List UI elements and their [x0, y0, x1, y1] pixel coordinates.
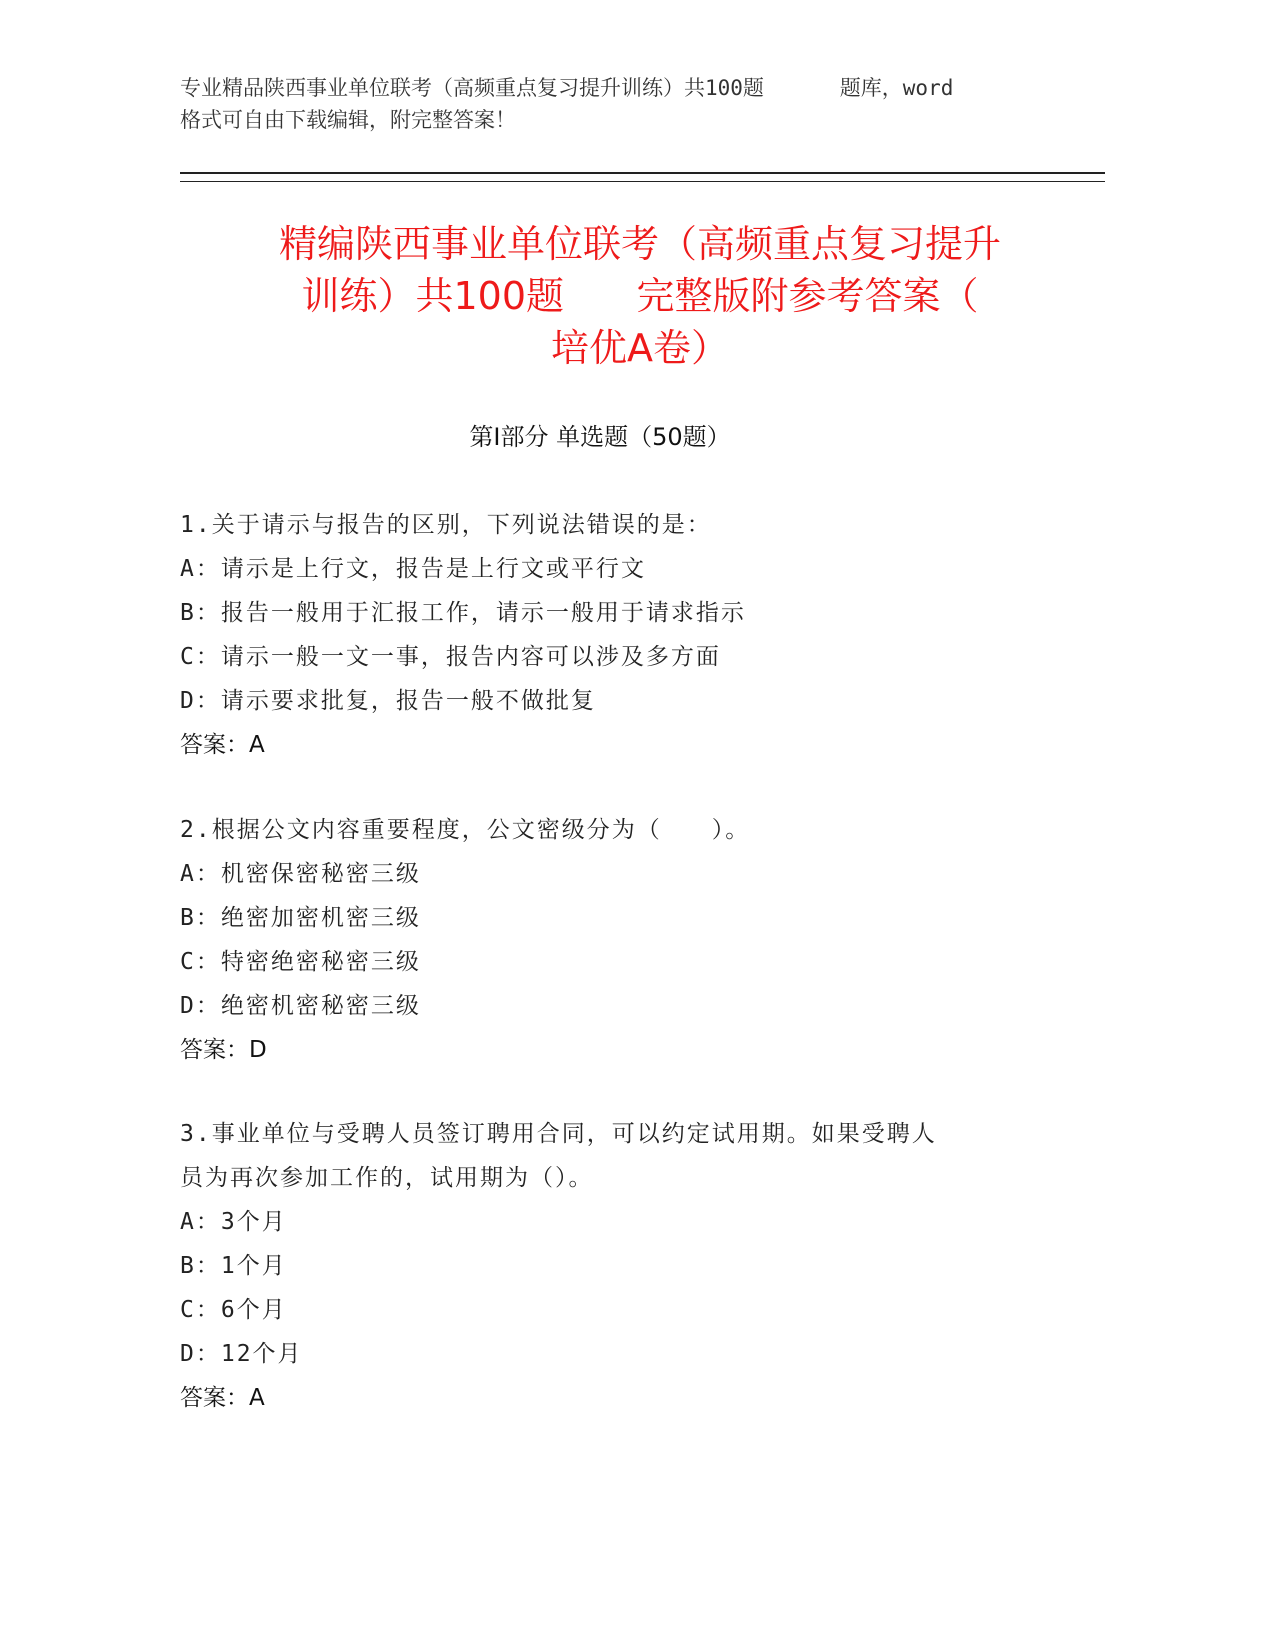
header-line-1: 专业精品陕西事业单位联考（高频重点复习提升训练）共100题 题库，word	[180, 76, 954, 100]
title-line-3: 培优A卷）	[551, 326, 729, 370]
header-divider-thin	[180, 181, 1105, 182]
question-stem-line-1: 3.事业单位与受聘人员签订聘用合同，可以约定试用期。如果受聘人	[180, 1121, 937, 1147]
option-b: B：绝密加密机密三级	[180, 905, 421, 931]
answer-line: 答案：A	[180, 1385, 265, 1411]
header-divider-thick	[180, 172, 1105, 174]
document-title	[180, 218, 1100, 374]
option-d: D：绝密机密秘密三级	[180, 993, 421, 1019]
section-heading: 第Ⅰ部分 单选题（50题）	[469, 423, 731, 451]
option-d: D：12个月	[180, 1341, 303, 1367]
question-1	[180, 503, 1080, 767]
question-stem: 2.根据公文内容重要程度，公文密级分为（ ）。	[180, 817, 751, 843]
option-a: A：请示是上行文，报告是上行文或平行文	[180, 556, 646, 582]
answer-line: 答案：A	[180, 732, 265, 758]
option-c: C：请示一般一文一事，报告内容可以涉及多方面	[180, 644, 721, 670]
option-a: A：机密保密秘密三级	[180, 861, 421, 887]
page-header	[180, 72, 1100, 136]
option-d: D：请示要求批复，报告一般不做批复	[180, 688, 596, 714]
option-a: A：3个月	[180, 1209, 287, 1235]
option-c: C：6个月	[180, 1297, 287, 1323]
question-stem: 1.关于请示与报告的区别，下列说法错误的是：	[180, 512, 712, 538]
option-b: B：报告一般用于汇报工作，请示一般用于请求指示	[180, 600, 746, 626]
title-line-1: 精编陕西事业单位联考（高频重点复习提升	[278, 222, 1001, 266]
option-c: C：特密绝密秘密三级	[180, 949, 421, 975]
header-line-2: 格式可自由下载编辑，附完整答案！	[180, 108, 516, 132]
question-2	[180, 808, 1080, 1072]
option-b: B：1个月	[180, 1253, 287, 1279]
answer-line: 答案：D	[180, 1037, 267, 1063]
question-stem-line-2: 员为再次参加工作的，试用期为（）。	[180, 1165, 594, 1191]
question-3	[180, 1112, 1080, 1420]
title-line-2: 训练）共100题 完整版附参考答案（	[301, 274, 979, 318]
